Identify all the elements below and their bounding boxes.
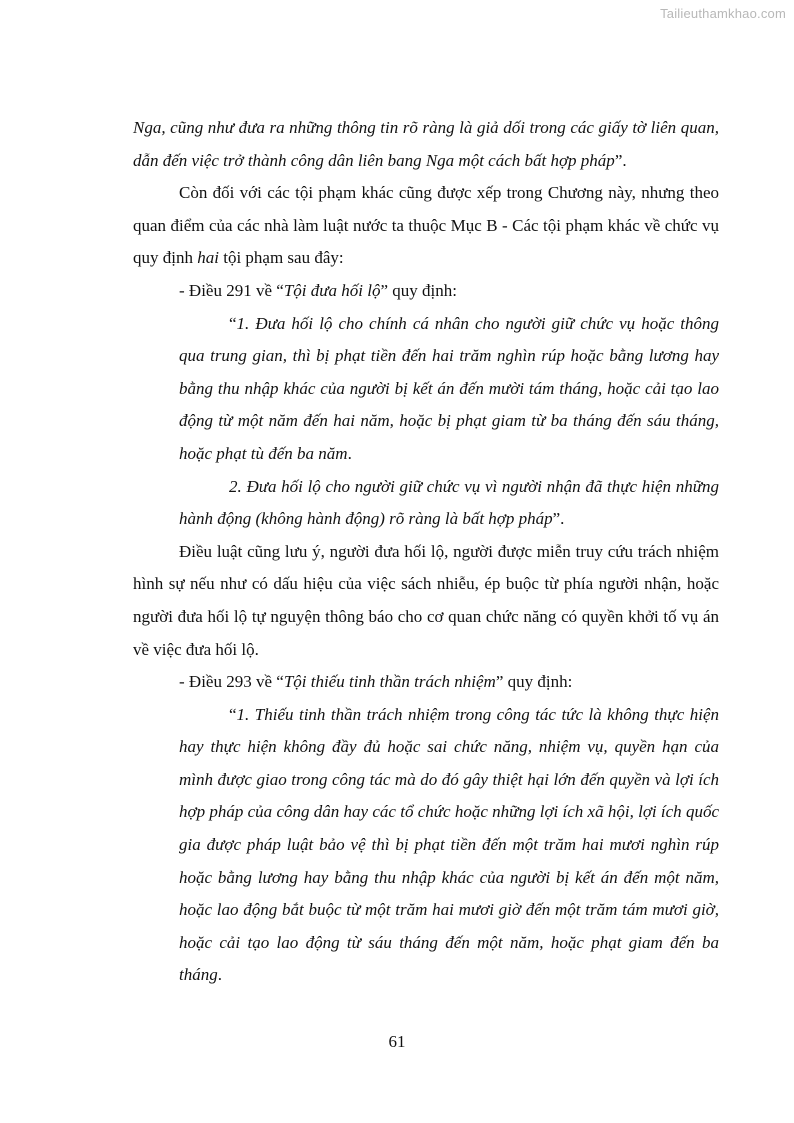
page-number: 61 [388,1032,406,1051]
clause-1-period: . [347,443,352,463]
article-291-clause-2 [179,471,719,536]
article-293-heading [133,666,719,699]
watermark-text: Tailieuthamkhao.com [660,6,786,21]
article-293-suffix: ” quy định: [495,672,573,692]
intro-text: Còn đối với các tội phạm khác cũng được xếp trong Chương này, nhưng theo quan điểm của các nhà làm luật nước ta thuộc Mục B - Các tội phạm khác về chức vụ quy định [133,183,719,268]
intro-emphasis: hai [197,248,219,268]
article-293-clause-text: 1. Thiếu tinh thần trách nhiệm trong công tác tức là không thực hiện hay thực hiện không đầy đủ hoặc sai chức năng, nhiệm vụ, quyền hạn của mình được giao trong công tác mà do đó gây thiệt hại lớn đến quyền và lợi ích hợp pháp của công dân hay các tổ chức hoặc những lợi ích xã hội, lợi ích quốc gia được pháp luật bảo vệ thì bị phạt tiền đến một trăm hai mươi nghìn rúp hoặc bằng lương hay bằng thu nhập khác của người bị kết án đến một năm, hoặc lao động bắt buộc từ một trăm hai mươi giờ đến một trăm tám mươi giờ, hoặc cải tạo lao động từ sáu tháng đến một năm, hoặc phạt giam đến ba tháng [179,704,719,985]
paragraph-note: Điều luật cũng lưu ý, người đưa hối lộ, người được miễn truy cứu trách nhiệm hình sự nếu như có dấu hiệu của việc sách nhiễu, ép buộc từ phía người nhận, hoặc người đưa hối lộ tự nguyện thông báo cho cơ quan chức năng có quyền khởi tố vụ án về việc đưa hối lộ. [133,541,719,659]
clause-2-text: 2. Đưa hối lộ cho người giữ chức vụ vì người nhận đã thực hiện những hành động (không hành động) rõ ràng là bất hợp pháp [179,476,719,529]
article-291-prefix: - Điều 291 về “ [179,280,284,300]
opening-quote: “ [229,313,237,333]
article-293-title: Tội thiếu tinh thần trách nhiệm [283,672,496,692]
article-293-period: . [217,965,222,985]
italic-quote-ending: Nga, cũng như đưa ra những thông tin rõ ràng là giả dối trong các giấy tờ liên quan, dẫn đến việc trở thành công dân liên bang Nga một cách bất hợp pháp [133,118,719,170]
article-291-suffix: ” quy định: [380,280,457,300]
article-291-clause-1 [179,308,719,471]
article-291-heading [133,275,719,308]
article-293-clause-1 [179,699,719,992]
article-291-title: Tội đưa hối lộ [283,280,381,300]
paragraph-continuation [133,112,719,177]
intro-text-end: tội phạm sau đây: [218,248,344,268]
article-293-prefix: - Điều 293 về “ [179,672,284,692]
opening-quote-2: “ [229,704,237,724]
paragraph-intro [133,177,719,275]
clause-1-text: 1. Đưa hối lộ cho chính cá nhân cho người giữ chức vụ hoặc thông qua trung gian, thì bị phạt tiền đến hai trăm nghìn rúp hoặc bằng lương hay bằng thu nhập khác của người bị kết án đến mười tám tháng, hoặc cải tạo lao động từ một năm đến hai năm, hoặc bị phạt giam từ ba tháng đến sáu tháng, hoặc phạt tù đến ba năm [179,313,719,463]
document-body [133,112,719,992]
closing-quote: ”. [614,150,627,170]
clause-2-close: ”. [552,509,565,529]
